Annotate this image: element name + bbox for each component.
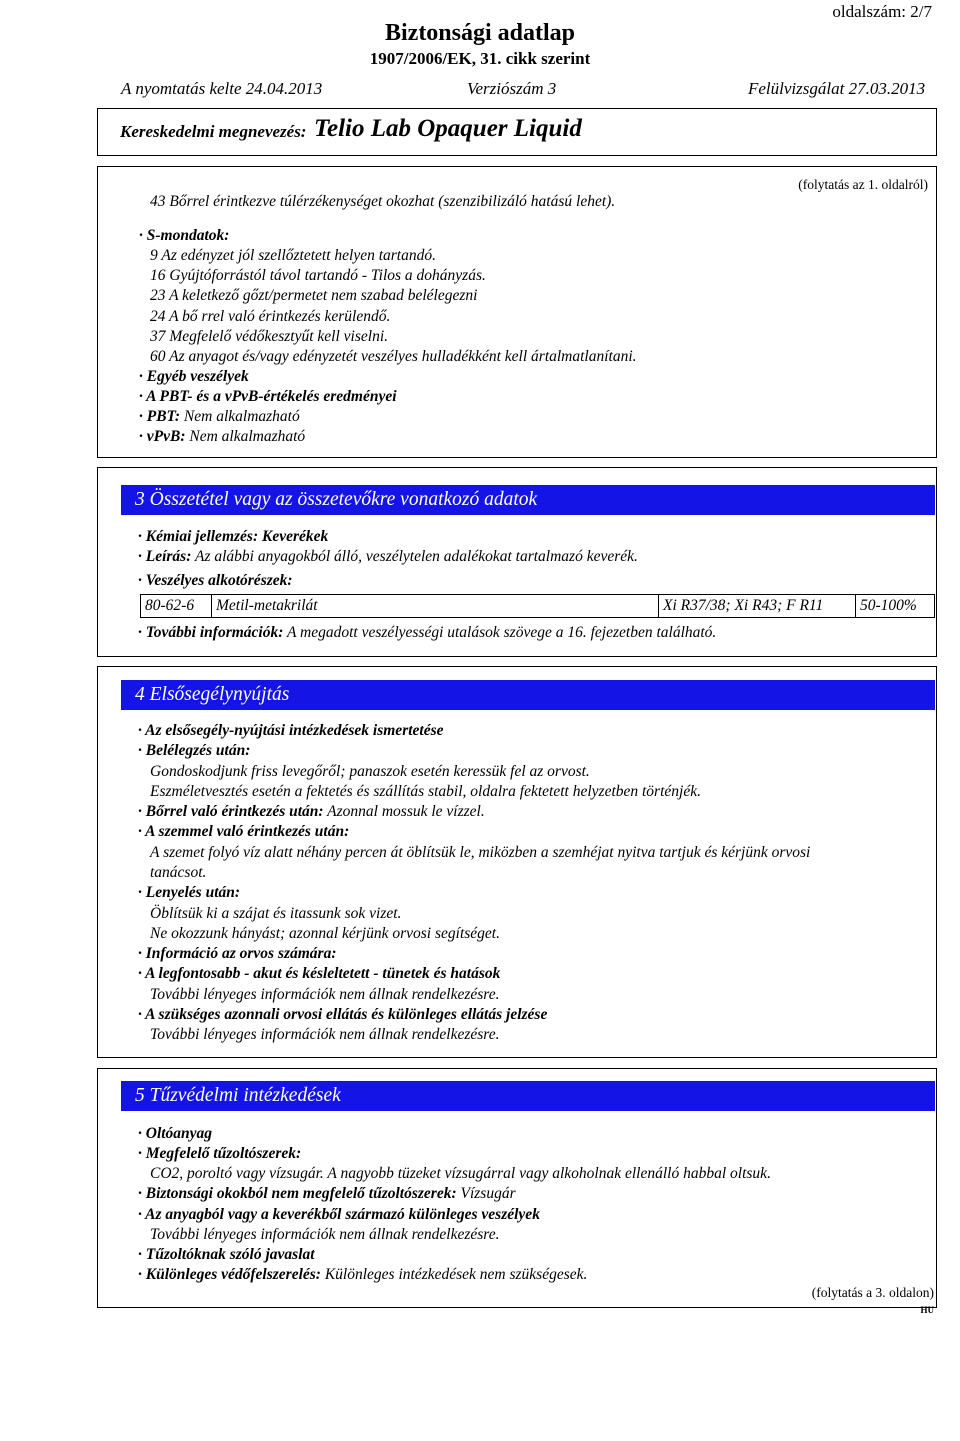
continued-from: (folytatás az 1. oldalról)	[798, 177, 928, 192]
s-phrases-heading: · S-mondatok:	[139, 227, 230, 244]
s-phrase: 9 Az edényzet jól szellőztetett helyen tartandó.	[150, 247, 436, 264]
further-info-label: · További információk:	[138, 624, 284, 641]
ingestion-heading: · Lenyelés után:	[138, 884, 241, 901]
pbt-assessment-heading: · A PBT- és a vPvB-értékelés eredményei	[139, 388, 397, 405]
section-5-title: 5 Tűzvédelmi intézkedések	[121, 1081, 935, 1111]
further-info-value: A megadott veszélyességi utalások szövege a 16. fejezetben található.	[283, 624, 717, 641]
eye-contact-heading: · A szemmel való érintkezés után:	[138, 823, 350, 840]
hazards-continuation-box	[97, 166, 937, 458]
document-title: Biztonsági adatlap	[384, 20, 576, 46]
cas-number: 80-62-6	[141, 595, 212, 618]
extinguishing-media-heading: · Oltóanyag	[138, 1125, 213, 1142]
hazardous-components-heading: · Veszélyes alkotórészek:	[138, 572, 293, 589]
unsuitable-media-line	[138, 1185, 516, 1203]
concentration: 50-100%	[856, 595, 935, 618]
unsuitable-media-label: · Biztonsági okokból nem megfelelő tűzoltószerek:	[138, 1185, 457, 1202]
print-date: A nyomtatás kelte 24.04.2013	[121, 79, 323, 98]
symptoms-heading: · A legfontosabb - akut és késleltetett - tünetek és hatások	[138, 965, 501, 982]
chemical-characterization: · Kémiai jellemzés: Keverékek	[138, 528, 329, 545]
trade-name-label: Kereskedelmi megnevezés:	[120, 122, 307, 141]
pbt-value: Nem alkalmazható	[180, 408, 300, 425]
s-phrase: 23 A keletkező gőzt/permetet nem szabad belélegezni	[150, 287, 478, 304]
description-label: · Leírás:	[138, 548, 192, 565]
skin-contact-value: Azonnal mossuk le vízzel.	[323, 803, 485, 820]
doctor-info-heading: · Információ az orvos számára:	[138, 945, 337, 962]
further-info-line	[138, 624, 716, 642]
eye-contact-text: A szemet folyó víz alatt néhány percen át öblítsük le, miközben a szemhéjat nyitva tartjuk és kérjünk orvosi	[150, 844, 811, 861]
s-phrase: 24 A bő rrel való érintkezés kerülendő.	[150, 308, 391, 325]
s-phrase: 60 Az anyagot és/vagy edényzetét veszélyes hulladékként kell ártalmatlanítani.	[150, 348, 637, 365]
table-row	[141, 595, 935, 618]
special-hazards-text: További lényeges információk nem állnak rendelkezésre.	[150, 1226, 500, 1243]
trade-name-box	[97, 108, 937, 156]
hazardous-components-table	[140, 594, 935, 618]
skin-contact-label: · Bőrrel való érintkezés után:	[138, 803, 324, 820]
inhalation-heading: · Belélegzés után:	[138, 742, 251, 759]
trade-name: Telio Lab Opaquer Liquid	[314, 115, 582, 142]
other-hazards-heading: · Egyéb veszélyek	[139, 368, 249, 385]
suitable-media-heading: · Megfelelő tűzoltószerek:	[138, 1145, 302, 1162]
classification: Xi R37/38; Xi R43; F R11	[659, 595, 856, 618]
s-phrase: 37 Megfelelő védőkesztyűt kell viselni.	[150, 328, 389, 345]
first-aid-description-heading: · Az elsősegély-nyújtási intézkedések ismertetése	[138, 722, 444, 739]
inhalation-text: Eszméletvesztés esetén a fektetés és szállítás stabil, oldalra fektetett helyzetben történjék.	[150, 783, 701, 800]
vpvb-value: Nem alkalmazható	[185, 428, 306, 445]
inhalation-text: Gondoskodjunk friss levegőről; panaszok esetén keressük fel az orvost.	[150, 763, 590, 780]
r43-statement: 43 Bőrrel érintkezve túlérzékenységet okozhat (szenzibilizáló hatású lehet).	[150, 193, 616, 210]
description-value: Az alábbi anyagokból álló, veszélytelen adalékokat tartalmazó keverék.	[191, 548, 638, 565]
s-phrase: 16 Gyújtóforrástól távol tartandó - Tilos a dohányzás.	[150, 267, 486, 284]
section-3-title: 3 Összetétel vagy az összetevőkre vonatkozó adatok	[121, 485, 935, 515]
ingestion-text: Ne okozzunk hányást; azonnal kérjünk orvosi segítséget.	[150, 925, 500, 942]
protective-equipment-label: · Különleges védőfelszerelés:	[138, 1266, 321, 1283]
skin-contact-line	[138, 803, 485, 821]
section-4-title: 4 Elsősegélynyújtás	[121, 680, 935, 710]
component-name: Metil-metakrilát	[212, 595, 659, 618]
vpvb-label: · vPvB:	[139, 428, 186, 445]
pbt-line	[139, 408, 300, 426]
vpvb-line	[139, 428, 305, 446]
special-hazards-heading: · Az anyagból vagy a keverékből származó különleges veszélyek	[138, 1206, 540, 1223]
version-number: Verziószám 3	[467, 79, 557, 98]
protective-equipment-line	[138, 1266, 587, 1284]
medical-attention-heading: · A szükséges azonnali orvosi ellátás és különleges ellátás jelzése	[138, 1006, 548, 1023]
suitable-media-text: CO2, poroltó vagy vízsugár. A nagyobb tüzeket vízsugárral vagy alkoholnak ellenálló habbal oltsuk.	[150, 1165, 771, 1182]
document-subtitle: 1907/2006/EK, 31. cikk szerint	[369, 49, 591, 68]
ingestion-text: Öblítsük ki a szájat és itassunk sok vizet.	[150, 905, 402, 922]
eye-contact-text: tanácsot.	[150, 864, 207, 881]
unsuitable-media-value: Vízsugár	[456, 1185, 516, 1202]
symptoms-text: További lényeges információk nem állnak rendelkezésre.	[150, 986, 500, 1003]
medical-attention-text: További lényeges információk nem állnak rendelkezésre.	[150, 1026, 500, 1043]
language-code: HU	[920, 1305, 934, 1315]
revision-date: Felülvizsgálat 27.03.2013	[748, 79, 926, 98]
page-number: oldalszám: 2/7	[832, 2, 932, 21]
description-line	[138, 548, 638, 566]
pbt-label: · PBT:	[139, 408, 181, 425]
continued-to: (folytatás a 3. oldalon)	[811, 1285, 934, 1300]
firefighter-advice-heading: · Tűzoltóknak szóló javaslat	[138, 1246, 315, 1263]
protective-equipment-value: Különleges intézkedések nem szükségesek.	[320, 1266, 588, 1283]
